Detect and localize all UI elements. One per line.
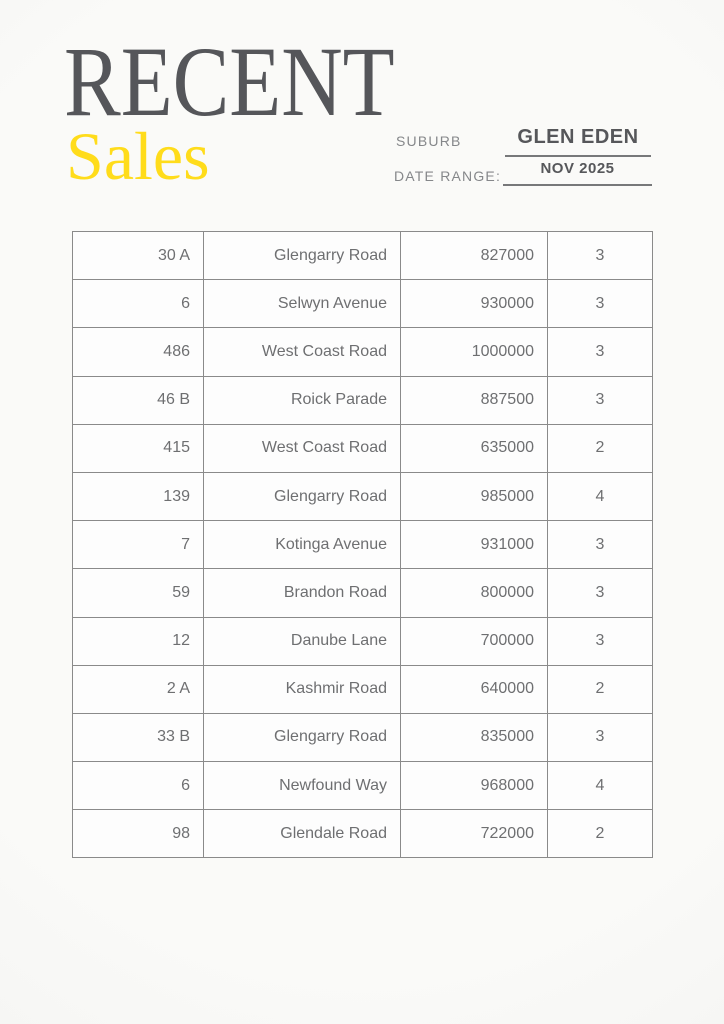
cell-bedrooms: 3: [548, 328, 653, 376]
table-row: [73, 569, 653, 617]
cell-street-number: 46 B: [73, 376, 204, 424]
table-row: [73, 665, 653, 713]
table-row: [73, 810, 653, 858]
date-range-label: DATE RANGE:: [394, 168, 502, 184]
page-subtitle: Sales: [66, 118, 210, 194]
table-row: [73, 617, 653, 665]
cell-bedrooms: 2: [548, 665, 653, 713]
cell-street-name: Kotinga Avenue: [204, 521, 401, 569]
cell-street-name: Selwyn Avenue: [204, 280, 401, 328]
cell-sale-price: 640000: [401, 665, 548, 713]
cell-street-number: 415: [73, 424, 204, 472]
cell-bedrooms: 3: [548, 713, 653, 761]
cell-street-number: 98: [73, 810, 204, 858]
cell-street-number: 59: [73, 569, 204, 617]
cell-bedrooms: 3: [548, 617, 653, 665]
cell-bedrooms: 2: [548, 424, 653, 472]
page-title: RECENT: [64, 26, 395, 137]
cell-sale-price: 985000: [401, 472, 548, 520]
table-row: [73, 280, 653, 328]
cell-bedrooms: 3: [548, 521, 653, 569]
cell-bedrooms: 2: [548, 810, 653, 858]
cell-street-number: 33 B: [73, 713, 204, 761]
cell-street-name: West Coast Road: [204, 328, 401, 376]
date-range-value: NOV 2025: [503, 160, 652, 186]
cell-bedrooms: 4: [548, 762, 653, 810]
cell-street-name: Glengarry Road: [204, 713, 401, 761]
cell-street-number: 486: [73, 328, 204, 376]
table-row: [73, 521, 653, 569]
cell-sale-price: 931000: [401, 521, 548, 569]
cell-street-number: 30 A: [73, 232, 204, 280]
cell-sale-price: 1000000: [401, 328, 548, 376]
sales-table-body: [73, 232, 653, 858]
table-row: [73, 762, 653, 810]
table-row: [73, 376, 653, 424]
table-row: [73, 424, 653, 472]
cell-bedrooms: 4: [548, 472, 653, 520]
cell-sale-price: 800000: [401, 569, 548, 617]
cell-street-number: 139: [73, 472, 204, 520]
suburb-label: SUBURB: [396, 133, 462, 149]
cell-bedrooms: 3: [548, 232, 653, 280]
cell-sale-price: 700000: [401, 617, 548, 665]
cell-street-name: Newfound Way: [204, 762, 401, 810]
sales-table: [72, 231, 653, 858]
cell-street-number: 6: [73, 762, 204, 810]
cell-street-number: 2 A: [73, 665, 204, 713]
cell-street-name: Glengarry Road: [204, 232, 401, 280]
cell-street-number: 7: [73, 521, 204, 569]
suburb-value: GLEN EDEN: [505, 126, 651, 157]
cell-sale-price: 635000: [401, 424, 548, 472]
table-row: [73, 472, 653, 520]
table-row: [73, 328, 653, 376]
cell-street-number: 6: [73, 280, 204, 328]
cell-street-name: Danube Lane: [204, 617, 401, 665]
cell-street-name: Roick Parade: [204, 376, 401, 424]
cell-street-name: Kashmir Road: [204, 665, 401, 713]
cell-bedrooms: 3: [548, 569, 653, 617]
cell-street-number: 12: [73, 617, 204, 665]
cell-street-name: Glendale Road: [204, 810, 401, 858]
cell-sale-price: 968000: [401, 762, 548, 810]
cell-street-name: Glengarry Road: [204, 472, 401, 520]
cell-sale-price: 835000: [401, 713, 548, 761]
cell-street-name: West Coast Road: [204, 424, 401, 472]
table-row: [73, 713, 653, 761]
cell-sale-price: 827000: [401, 232, 548, 280]
cell-bedrooms: 3: [548, 280, 653, 328]
cell-sale-price: 930000: [401, 280, 548, 328]
cell-sale-price: 887500: [401, 376, 548, 424]
table-row: [73, 232, 653, 280]
cell-bedrooms: 3: [548, 376, 653, 424]
cell-street-name: Brandon Road: [204, 569, 401, 617]
cell-sale-price: 722000: [401, 810, 548, 858]
